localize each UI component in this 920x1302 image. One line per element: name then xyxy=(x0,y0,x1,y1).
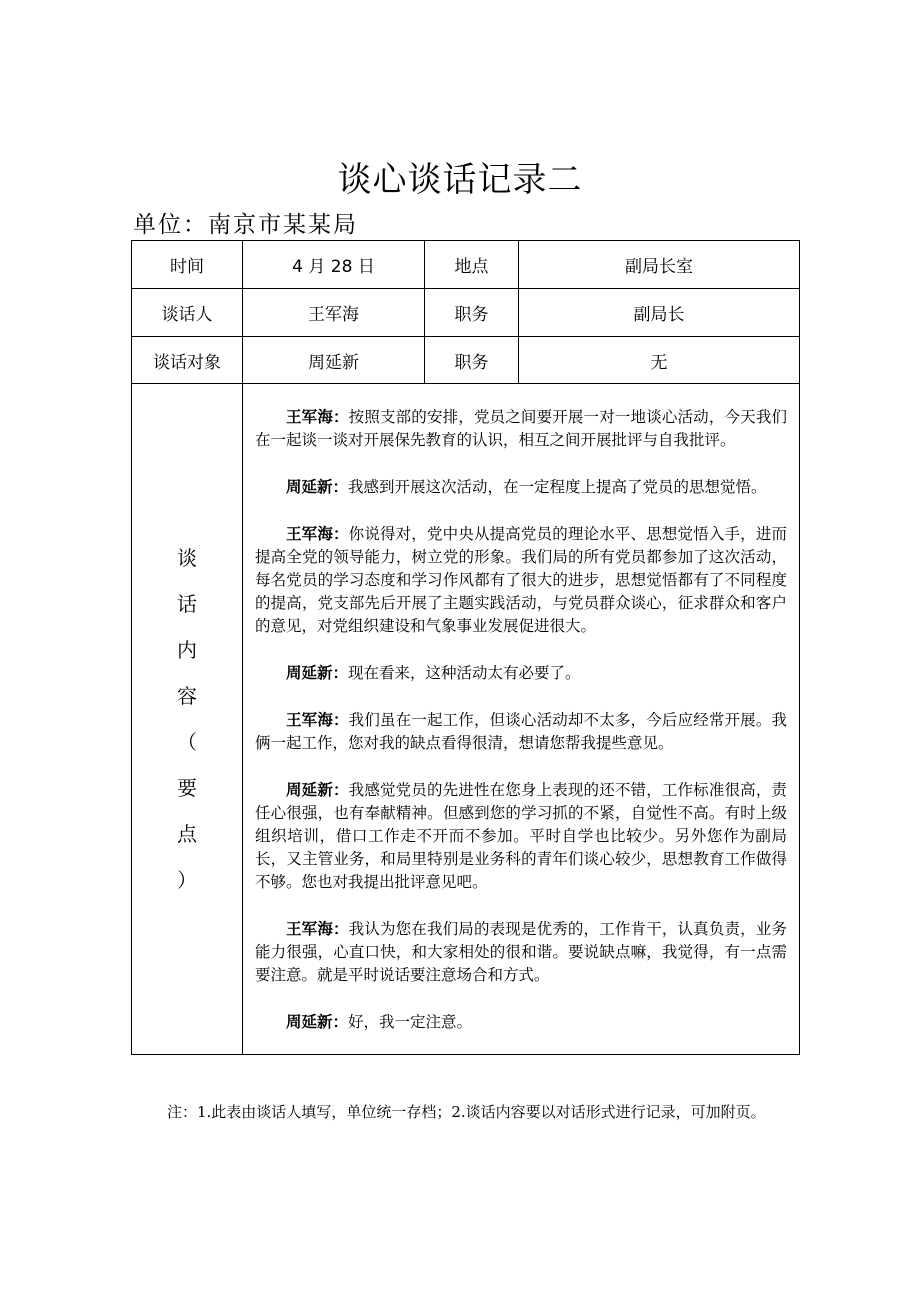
content-label-char: 点 xyxy=(177,822,197,846)
dialogue-text: 按照支部的安排，党员之间要开展一对一地谈心活动，今天我们在一起谈一谈对开展保先教育的认识，相互之间开展批评与自我批评。 xyxy=(255,408,787,449)
place-label: 地点 xyxy=(425,241,519,289)
talker-value: 王军海 xyxy=(243,289,425,337)
content-label xyxy=(132,384,243,1055)
unit-label: 单位：南京市某某局 xyxy=(133,212,358,238)
dialogue-paragraph xyxy=(255,709,787,755)
dialogue-text: 我感到开展这次活动，在一定程度上提高了党员的思想觉悟。 xyxy=(348,478,767,496)
dialogue-text: 现在看来，这种活动太有必要了。 xyxy=(348,664,581,682)
target-post-label: 职务 xyxy=(425,337,519,384)
target-value: 周延新 xyxy=(243,337,425,384)
speaker-name: 王军海： xyxy=(286,408,349,426)
footnote: 注：1.此表由谈话人填写，单位统一存档；2.谈话内容要以对话形式进行记录，可加附页。 xyxy=(167,1103,766,1121)
speaker-name: 王军海： xyxy=(286,525,349,543)
talker-post-value: 副局长 xyxy=(519,289,800,337)
table-row-time xyxy=(132,241,800,289)
target-post-value: 无 xyxy=(519,337,800,384)
content-label-char: （ xyxy=(177,730,197,754)
speaker-name: 周延新： xyxy=(286,478,349,496)
content-label-char: 谈 xyxy=(177,546,197,570)
content-label-char: 话 xyxy=(177,592,197,616)
dialogue-paragraph xyxy=(255,662,787,685)
content-label-char: 要 xyxy=(177,776,197,800)
dialogue-text: 我感觉党员的先进性在您身上表现的还不错，工作标准很高，责任心很强，也有奉献精神。但感到您的学习抓的不紧，自觉性不高。有时上级组织培训，借口工作走不开而不参加。平时自学也比较少。另外您作为副局长，又主管业务，和局里特别是业务科的青年们谈心较少，思想教育工作做得不够。您也对我提出批评意见吧。 xyxy=(255,781,787,891)
dialogue-paragraph xyxy=(255,406,787,452)
table-row-content xyxy=(132,384,800,1055)
dialogue-text: 好，我一定注意。 xyxy=(348,1013,473,1031)
content-label-char: 容 xyxy=(177,684,197,708)
content-label-char: 内 xyxy=(177,638,197,662)
dialogue-paragraph xyxy=(255,1011,787,1034)
place-value: 副局长室 xyxy=(519,241,800,289)
speaker-name: 王军海： xyxy=(286,920,349,938)
speaker-name: 周延新： xyxy=(286,781,349,799)
record-table xyxy=(131,240,800,1055)
page-title: 谈心谈话记录二 xyxy=(337,160,583,200)
dialogue-paragraph xyxy=(255,476,787,499)
talker-post-label: 职务 xyxy=(425,289,519,337)
speaker-name: 周延新： xyxy=(286,1013,349,1031)
dialogue-text: 我们虽在一起工作，但谈心活动却不太多，今后应经常开展。我俩一起工作，您对我的缺点看得很清，想请您帮我提些意见。 xyxy=(255,711,787,752)
dialogue-text: 你说得对，党中央从提高党员的理论水平、思想觉悟入手，进而提高全党的领导能力，树立党的形象。我们局的所有党员都参加了这次活动，每名党员的学习态度和学习作风都有了很大的进步，思想觉悟都有了不同程度的提高，党支部先后开展了主题实践活动，与党员群众谈心，征求群众和客户的意见，对党组织建设和气象事业发展促进很大。 xyxy=(255,525,787,635)
time-label: 时间 xyxy=(132,241,243,289)
talker-label: 谈话人 xyxy=(132,289,243,337)
table-row-target xyxy=(132,337,800,384)
dialogue-text: 我认为您在我们局的表现是优秀的，工作肯干，认真负责，业务能力很强，心直口快，和大家相处的很和谐。要说缺点嘛，我觉得，有一点需要注意。就是平时说话要注意场合和方式。 xyxy=(255,920,787,984)
speaker-name: 王军海： xyxy=(286,711,349,729)
dialogue-content xyxy=(243,384,800,1055)
time-value: 4 月 28 日 xyxy=(243,241,425,289)
content-label-char: ） xyxy=(177,868,197,892)
dialogue-paragraph xyxy=(255,918,787,987)
content-label-vertical xyxy=(177,535,197,903)
dialogue-paragraph xyxy=(255,523,787,638)
dialogue-paragraph xyxy=(255,779,787,894)
speaker-name: 周延新： xyxy=(286,664,349,682)
table-row-talker xyxy=(132,289,800,337)
target-label: 谈话对象 xyxy=(132,337,243,384)
